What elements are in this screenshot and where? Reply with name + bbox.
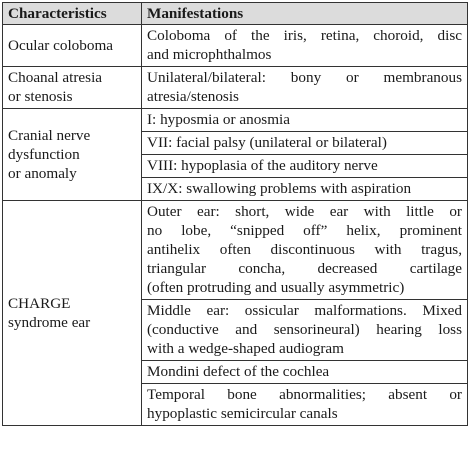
characteristic-text: CHARGE [8,294,71,312]
table-body [3,25,468,426]
manifestation-cell [142,361,468,384]
characteristic-text: syndrome ear [8,313,91,331]
manifestation-cell [142,384,468,426]
characteristic-text: or anomaly [8,164,77,182]
manifestation-cell [142,132,468,155]
manifestation-text: atresia/stenosis [147,88,239,105]
manifestation-text: VII: facial palsy (unilateral or bilateral) [147,134,387,151]
characteristic-text: Ocular coloboma [8,36,114,54]
manifestation-text: IX/X: swallowing problems with aspiration [147,180,412,197]
manifestation-text: with a wedge-shaped audiogram [147,340,344,357]
characteristic-text: dysfunction [8,145,80,163]
characteristic-cell [3,25,142,67]
characteristic-cell [3,109,142,201]
manifestation-text: Middle ear: ossicular malformations. Mixed [147,302,462,319]
manifestation-cell [142,155,468,178]
manifestation-text: no lobe, “snipped off” helix, prominent [147,222,462,239]
table-row [3,109,468,132]
manifestation-text: Unilateral/bilateral: bony or membranous [147,69,462,86]
manifestation-text: (conductive and sensorineural) hearing loss [147,321,462,338]
manifestation-text: hypoplastic semicircular canals [147,405,338,422]
manifestation-text: I: hyposmia or anosmia [147,111,290,128]
characteristic-text: or stenosis [8,88,73,105]
manifestation-text: Outer ear: short, wide ear with little or [147,203,462,220]
manifestation-cell [142,178,468,201]
manifestation-text: Temporal bone abnormalities; absent or [147,386,462,403]
characteristics-table [2,2,468,426]
manifestation-cell [142,300,468,361]
manifestation-cell [142,67,468,109]
manifestation-text: and microphthalmos [147,46,272,63]
table-row [3,25,468,67]
characteristic-cell [3,67,142,109]
manifestation-cell [142,201,468,300]
manifestation-text: Mondini defect of the cochlea [147,363,330,380]
manifestation-text: (often protruding and usually asymmetric) [147,279,405,296]
header-characteristics: Characteristics [3,3,142,25]
header-row [3,3,468,25]
header-manifestations: Manifestations [142,3,468,25]
characteristic-cell [3,201,142,426]
manifestation-text: Coloboma of the iris, retina, choroid, disc [147,27,462,44]
table-row [3,201,468,300]
characteristic-text: Cranial nerve [8,126,91,144]
table-row [3,67,468,109]
characteristic-text: Choanal atresia [8,69,103,86]
manifestation-text: VIII: hypoplasia of the auditory nerve [147,157,378,174]
manifestation-text: triangular concha, decreased cartilage [147,260,462,277]
manifestation-cell [142,109,468,132]
manifestation-text: antihelix often discontinuous with tragus, [147,241,462,258]
manifestation-cell [142,25,468,67]
